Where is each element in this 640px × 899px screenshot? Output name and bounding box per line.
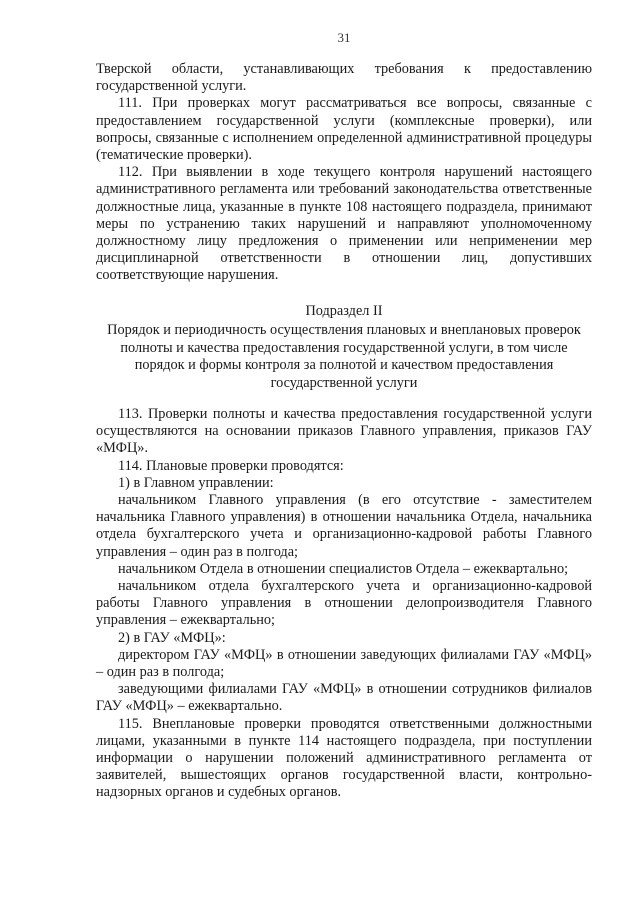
- paragraph-112: 112. При выявлении в ходе текущего контроля нарушений настоящего административного регламента или требований законодательства ответственные должностные лица, указанные в пункте 108 настоящего подраздела, принимают меры по устранению таких нарушений и направляют уполномоченному должностному лицу предложения о применении или неприменении мер дисциплинарной ответственности в отношении лиц, допустивших соответствующие нарушения.: [96, 164, 592, 284]
- list-item-2: 2) в ГАУ «МФЦ»:: [118, 629, 226, 646]
- subsection-heading: [96, 303, 592, 392]
- page-number: 31: [337, 30, 351, 45]
- paragraph-111: 111. При проверках могут рассматриваться все вопросы, связанные с предоставлением государственной услуги (комплексные проверки), или вопросы, связанные с исполнением определенной административной процедуры (тематические проверки).: [96, 95, 592, 164]
- intro-section: [96, 61, 592, 285]
- list-item-1a: начальником Главного управления (в его отсутствие - заместителем начальника Главного управления) в отношении начальника Отдела, начальника отдела бухгалтерского учета и организационно-кадровой работы Главного управления – один раз в полгода;: [96, 492, 592, 560]
- list-item-2b: заведующими филиалами ГАУ «МФЦ» в отношении сотрудников филиалов ГАУ «МФЦ» – ежеквартально.: [96, 681, 592, 715]
- list-item-1c: начальником отдела бухгалтерского учета и организационно-кадровой работы Главного управления в отношении делопроизводителя Главного управления – ежеквартально;: [96, 578, 592, 629]
- paragraph-115: 115. Внеплановые проверки проводятся ответственными должностными лицами, указанными в пункте 114 настоящего подраздела, при поступлении информации о нарушении положений административного регламента от заявителей, вышестоящих органов государственной власти, контрольно-надзорных органов и судебных органов.: [96, 715, 592, 801]
- paragraph-114: 114. Плановые проверки проводятся:: [118, 457, 344, 474]
- list-item-2a: директором ГАУ «МФЦ» в отношении заведующих филиалами ГАУ «МФЦ» – один раз в полгода;: [96, 646, 592, 681]
- subsection-label: Подраздел II: [305, 303, 383, 319]
- list-item-1b: начальником Отдела в отношении специалистов Отдела – ежеквартально;: [118, 560, 569, 577]
- continuation-paragraph: Тверской области, устанавливающих требования к предоставлению государственной услуги.: [96, 61, 592, 95]
- list-item-1: 1) в Главном управлении:: [118, 474, 274, 491]
- subsection-title: Порядок и периодичность осуществления плановых и внеплановых проверок полноты и качества предоставления государственной услуги, в том числе порядок и формы контроля за полнотой и качеством предоставления государственной услуги: [107, 322, 581, 391]
- body-section: [96, 406, 592, 802]
- paragraph-113: 113. Проверки полноты и качества предоставления государственной услуги осуществляются на основании приказов Главного управления, приказов ГАУ «МФЦ».: [96, 406, 592, 457]
